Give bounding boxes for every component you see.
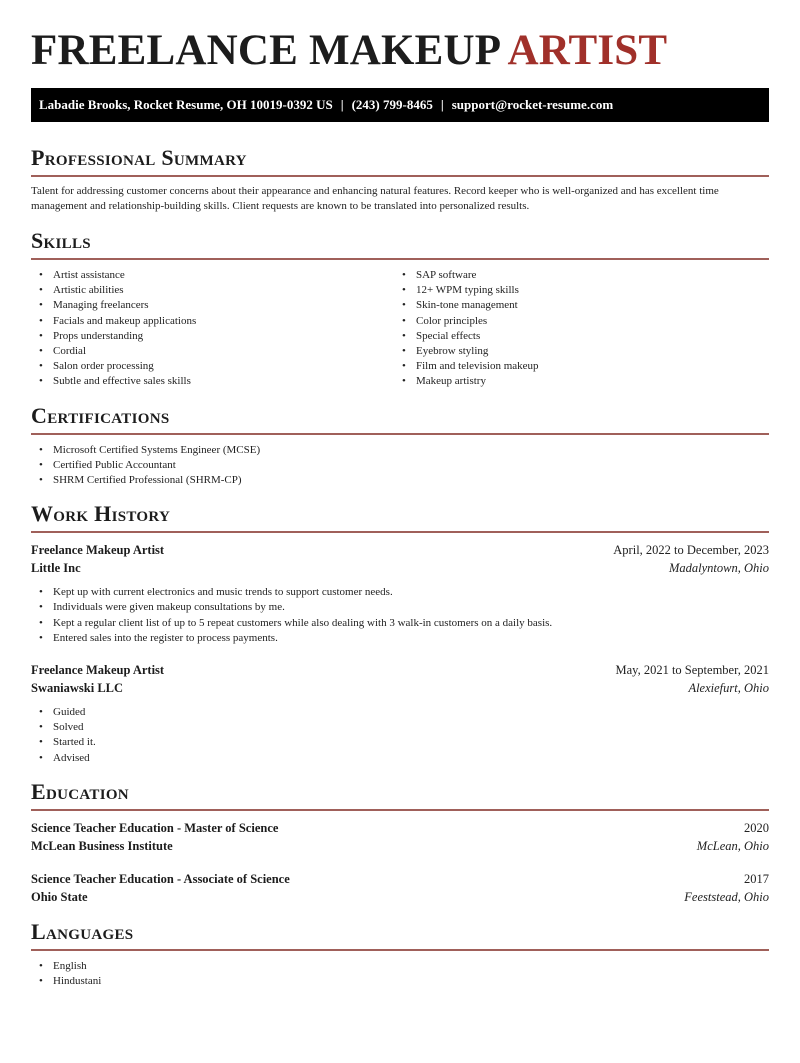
job-entry — [31, 661, 769, 766]
job-entry — [31, 541, 769, 646]
certifications-list — [31, 443, 769, 489]
list-item: • English — [31, 959, 769, 974]
education-degree: Science Teacher Education - Associate of Science — [31, 871, 290, 886]
list-item: • Solved — [31, 720, 769, 735]
job-dates: May, 2021 to September, 2021 — [615, 663, 769, 678]
list-item: • Cordial — [31, 344, 394, 359]
education-location: Feeststead, Ohio — [684, 889, 769, 904]
list-item: • Microsoft Certified Systems Engineer (MCSE) — [31, 443, 769, 458]
list-item: • Managing freelancers — [31, 298, 394, 313]
education-school: Ohio State — [31, 889, 88, 904]
education-heading: Education — [31, 779, 769, 811]
list-item: • Individuals were given makeup consultations by me. — [31, 600, 769, 615]
languages-heading: Languages — [31, 919, 769, 951]
job-bullets — [31, 705, 769, 766]
list-item: • Artistic abilities — [31, 283, 394, 298]
list-item: • Advised — [31, 751, 769, 766]
education-degree: Science Teacher Education - Master of Science — [31, 820, 279, 835]
languages-list — [31, 959, 769, 989]
list-item: • Entered sales into the register to process payments. — [31, 631, 769, 646]
education-location: McLean, Ohio — [696, 838, 769, 853]
list-item: • Kept a regular client list of up to 5 repeat customers while also dealing with 3 walk-in customers on a daily basis. — [31, 616, 769, 631]
job-company-row — [31, 679, 769, 697]
list-item: • SAP software — [394, 268, 757, 283]
job-location: Madalyntown, Ohio — [669, 561, 769, 576]
list-item: • Subtle and effective sales skills — [31, 374, 394, 389]
education-year: 2017 — [744, 871, 769, 886]
job-company: Swaniawski LLC — [31, 681, 124, 696]
skills-list-left — [31, 268, 394, 390]
education-school: McLean Business Institute — [31, 838, 173, 853]
contact-email[interactable]: support@rocket-resume.com — [451, 97, 614, 112]
list-item: • Artist assistance — [31, 268, 394, 283]
contact-separator: | — [440, 97, 444, 112]
summary-section — [31, 145, 769, 214]
list-item: • Kept up with current electronics and music trends to support customer needs. — [31, 585, 769, 600]
summary-heading: Professional Summary — [31, 145, 769, 177]
title-part-2: ARTIST — [507, 27, 668, 74]
list-item: • Film and television makeup — [394, 359, 757, 374]
job-company-row — [31, 559, 769, 577]
job-title-row — [31, 661, 769, 679]
list-item: • Makeup artistry — [394, 374, 757, 389]
list-item: • Hindustani — [31, 974, 769, 989]
contact-separator: | — [340, 97, 344, 112]
work-history-heading: Work History — [31, 501, 769, 533]
resume-page — [31, 28, 769, 989]
contact-phone: (243) 799-8465 — [351, 97, 433, 112]
list-item: • Certified Public Accountant — [31, 458, 769, 473]
list-item: • Guided — [31, 705, 769, 720]
list-item: • 12+ WPM typing skills — [394, 283, 757, 298]
contact-bar — [31, 88, 769, 122]
list-item: • Started it. — [31, 735, 769, 750]
list-item: • Special effects — [394, 329, 757, 344]
list-item: • Salon order processing — [31, 359, 394, 374]
contact-address: Labadie Brooks, Rocket Resume, OH 10019-0392 US — [39, 97, 333, 112]
education-entry — [31, 819, 769, 855]
job-company: Little Inc — [31, 561, 81, 576]
list-item: • Eyebrow styling — [394, 344, 757, 359]
skills-list-right — [394, 268, 757, 390]
education-school-row — [31, 888, 769, 906]
education-entry — [31, 870, 769, 906]
certifications-section — [31, 403, 769, 489]
languages-section — [31, 919, 769, 989]
list-item: • Skin-tone management — [394, 298, 757, 313]
list-item: • Facials and makeup applications — [31, 314, 394, 329]
education-section — [31, 779, 769, 906]
education-degree-row — [31, 870, 769, 888]
job-title: Freelance Makeup Artist — [31, 543, 165, 558]
skills-section — [31, 228, 769, 390]
title-part-1: FREELANCE MAKEUP — [31, 27, 499, 74]
resume-title — [31, 28, 769, 74]
job-title-row — [31, 541, 769, 559]
job-location: Alexiefurt, Ohio — [688, 681, 769, 696]
education-school-row — [31, 837, 769, 855]
job-dates: April, 2022 to December, 2023 — [613, 543, 769, 558]
education-year: 2020 — [744, 820, 769, 835]
work-history-section — [31, 501, 769, 766]
skills-columns — [31, 268, 769, 390]
job-bullets — [31, 585, 769, 646]
skills-heading: Skills — [31, 228, 769, 260]
summary-text: Talent for addressing customer concerns about their appearance and enhancing natural features. Record keeper who is well-organized and has excellent time management and relationship-building skills. Client requests are known to be translated into personalized results. — [31, 185, 719, 212]
certifications-heading: Certifications — [31, 403, 769, 435]
list-item: • SHRM Certified Professional (SHRM-CP) — [31, 473, 769, 488]
job-title: Freelance Makeup Artist — [31, 663, 165, 678]
list-item: • Props understanding — [31, 329, 394, 344]
list-item: • Color principles — [394, 314, 757, 329]
education-degree-row — [31, 819, 769, 837]
